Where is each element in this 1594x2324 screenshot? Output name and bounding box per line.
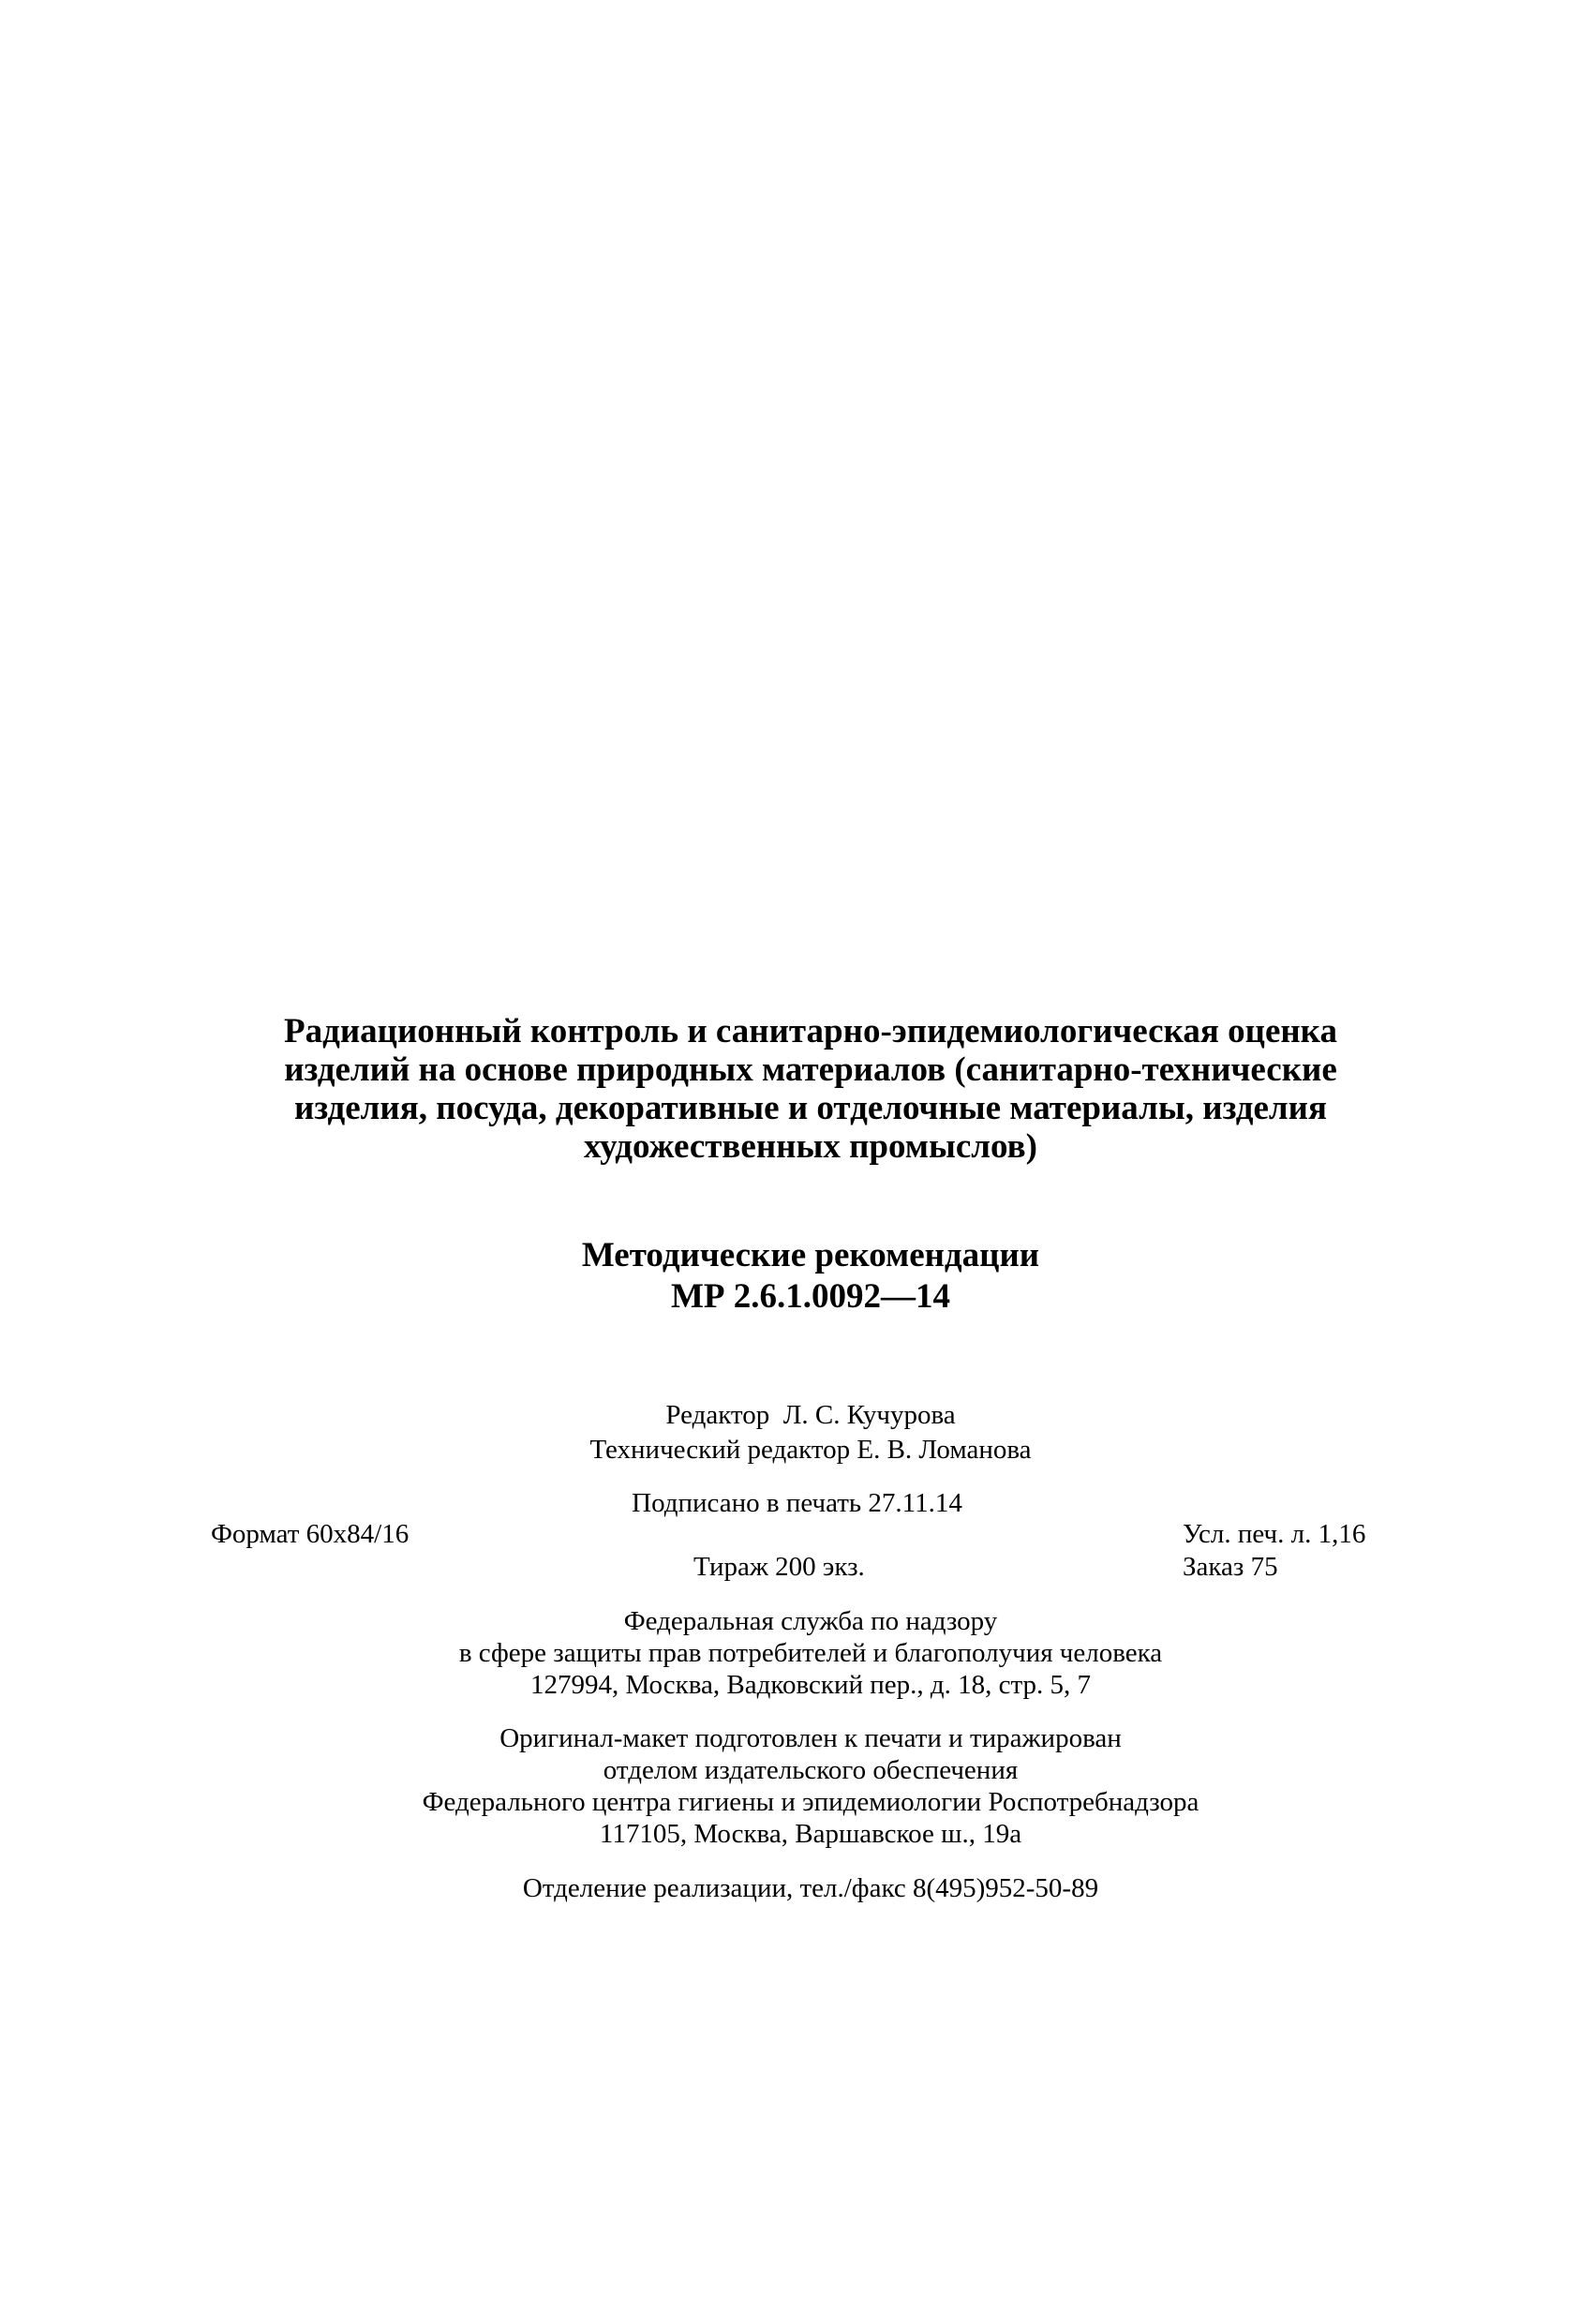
title-line: изделия, посуда, декоративные и отделочные материалы, изделия [294, 1089, 1327, 1127]
layout-credit-line: Оригинал-макет подготовлен к печати и тиражирован [499, 1723, 1122, 1753]
document-number: МР 2.6.1.0092—14 [670, 1277, 951, 1316]
layout-credit-line: 117105, Москва, Варшавское ш., 19а [599, 1819, 1022, 1849]
document-type: Методические рекомендации [581, 1236, 1040, 1274]
publisher-line: 127994, Москва, Вадковский пер., д. 18, стр. 5, 7 [529, 1670, 1092, 1700]
circulation: Тираж 200 экз. [693, 1552, 865, 1582]
document-title [141, 1012, 1481, 1166]
order-number: Заказ 75 [1183, 1552, 1278, 1582]
publisher-line: в сфере защиты прав потребителей и благополучия человека [458, 1638, 1163, 1668]
title-line: изделий на основе природных материалов (санитарно-технические [284, 1050, 1337, 1089]
editor-credit: Редактор Л. С. Кучурова [665, 1400, 956, 1430]
tech-editor-credit: Технический редактор Е. В. Ломанова [589, 1435, 1032, 1465]
layout-credit-block [141, 1722, 1481, 1850]
publisher-line: Федеральная служба по надзору [623, 1606, 998, 1636]
sales-contact: Отделение реализации, тел./факс 8(495)952-50-89 [522, 1873, 1099, 1903]
title-line: Радиационный контроль и санитарно-эпидемиологическая оценка [284, 1012, 1337, 1050]
document-type-block [141, 1235, 1481, 1318]
publisher-block [141, 1605, 1481, 1701]
paper-format: Формат 60x84/16 [211, 1519, 410, 1549]
layout-credit-line: отделом издательского обеспечения [603, 1755, 1019, 1785]
title-line: художественных промыслов) [584, 1127, 1037, 1166]
editors-block [141, 1398, 1481, 1467]
printed-sheets: Усл. печ. л. 1,16 [1183, 1519, 1366, 1549]
signed-to-print: Подписано в печать 27.11.14 [632, 1488, 962, 1518]
layout-credit-line: Федерального центра гигиены и эпидемиологии Роспотребнадзора [422, 1787, 1199, 1817]
